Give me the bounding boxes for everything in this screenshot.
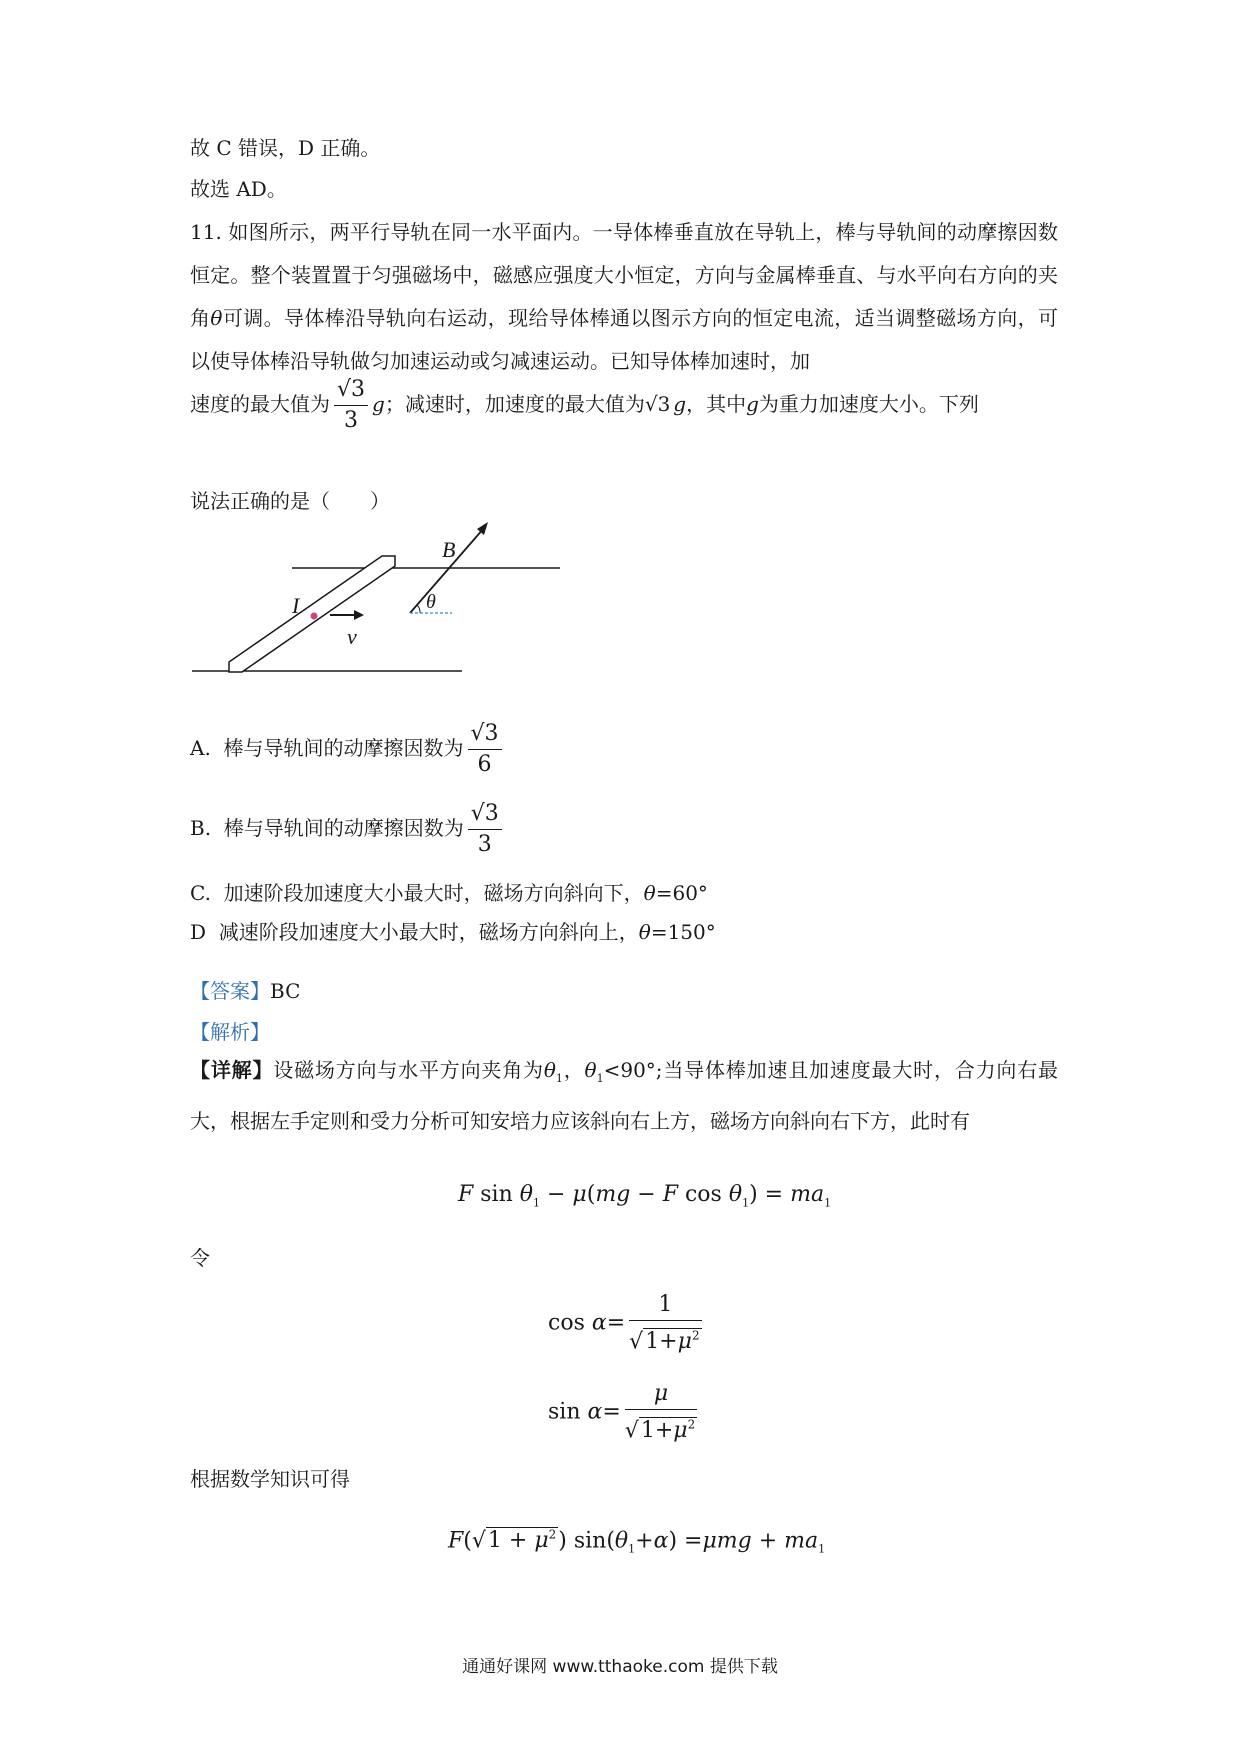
- prev-line-2: 故选 AD。: [190, 177, 287, 201]
- label-B: B: [442, 537, 456, 562]
- page-footer: 通通好课网 www.tthaoke.com 提供下载: [462, 1657, 778, 1677]
- basis-line: 根据数学知识可得: [190, 1467, 350, 1491]
- question-11-stem: [190, 211, 1058, 383]
- answer-tag: 【答案】: [190, 979, 270, 1003]
- ling-line: 令: [190, 1246, 210, 1270]
- stem-line-5: 速度的最大值为 $\frac{√3}{3}$ g；减速时，加速度的最大值为√3 g，其中g为重力加速度大小。下列: [190, 374, 979, 436]
- answer-value: BC: [270, 979, 301, 1003]
- option-B: B. 棒与导轨间的动摩擦因数为 $\frac{√3}{3}$: [190, 796, 506, 860]
- detail-paragraph: 【详解】设磁场方向与水平方向夹角为$\theta_1$，$\theta_1<90^\circ$;当导体棒加速且加速度最大时，合力向右最大，根据左手定则和受力分析可知安培力应该斜向右上方，磁场方向斜向右下方，此时有: [190, 1058, 1059, 1133]
- equation-cos-alpha: cos α= $\frac{1}{√1+\mu^2}$: [548, 1292, 700, 1355]
- fraction-sqrt3-over-3: $\frac{√3}{3}$: [334, 375, 368, 436]
- detail-tag: 【详解】: [190, 1058, 274, 1082]
- stem-part-1: 11. 如图所示，两平行导轨在同一水平面内。一导体棒垂直放在导轨上，棒与导轨间的动摩擦因数恒定。整个装置置于匀强磁场中，磁感应强度大小恒定，方向与金属棒垂直、与水平向右方向的夹角: [190, 220, 1058, 330]
- equation-2: $F(√1 + \mu^2)$ $\sin(\theta_1+\alpha) =\mu mg + ma_1$: [448, 1528, 826, 1556]
- equation-sin-alpha: sin α= $\frac{\mu}{√1+\mu^2}$: [548, 1381, 696, 1444]
- equation-1: F $\sin \theta_1 - \mu(mg - F$ $\cos \theta_1) = ma_1$: [458, 1182, 832, 1210]
- stem-part-2: 可调。导体棒沿导轨向右运动，现给导体棒通以图示方向的恒定电流，适当调整磁场方向，可以使导体棒沿导轨做匀加速运动或匀减速运动。已知导体棒加速时，加: [190, 306, 1059, 373]
- option-D: D 减速阶段加速度大小最大时，磁场方向斜向上，θ=150°: [190, 920, 716, 944]
- label-I: I: [292, 593, 300, 618]
- theta-symbol: θ: [210, 306, 223, 330]
- analysis-tag: 【解析】: [190, 1020, 270, 1044]
- question-figure: [180, 520, 580, 700]
- label-theta: θ: [426, 591, 436, 613]
- option-C: C. 加速阶段加速度大小最大时，磁场方向斜向下，θ=60°: [190, 881, 708, 905]
- analysis-line: [190, 1018, 270, 1046]
- prev-line-1: 故 C 错误，D 正确。: [190, 136, 381, 160]
- sqrt3: √3: [644, 392, 671, 416]
- stem-line-6: 说法正确的是（ ）: [190, 489, 390, 513]
- option-A: A. 棒与导轨间的动摩擦因数为 $\frac{√3}{6}$: [190, 716, 506, 780]
- answer-line: [190, 977, 300, 1005]
- label-v: v: [347, 624, 357, 649]
